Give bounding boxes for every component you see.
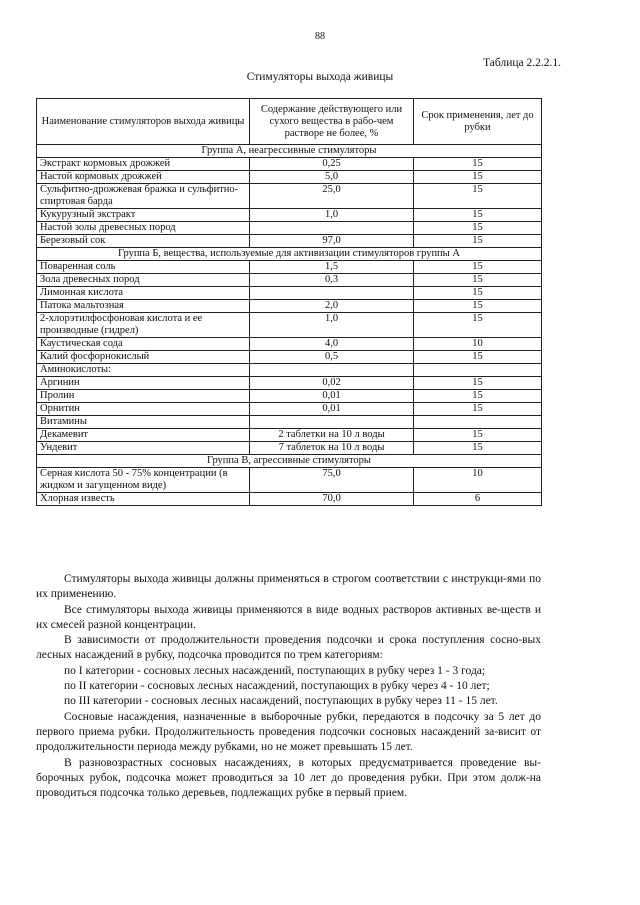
row-name: Пролин — [37, 390, 250, 403]
table-row — [37, 184, 542, 209]
row-name: Березовый сок — [37, 235, 250, 248]
row-name: Декамевит — [37, 429, 250, 442]
table-row — [37, 364, 542, 377]
table-row — [37, 235, 542, 248]
row-content: 4,0 — [250, 338, 414, 351]
row-name: Настой кормовых дрожжей — [37, 171, 250, 184]
table-row — [37, 390, 542, 403]
table-row — [37, 338, 542, 351]
row-term: 15 — [414, 184, 542, 209]
row-name: 2-хлорэтилфосфоновая кислота и ее производные (гидрел) — [37, 313, 250, 338]
row-name: Кукурузный экстракт — [37, 209, 250, 222]
row-name: Ундевит — [37, 442, 250, 455]
row-term: 15 — [414, 351, 542, 364]
row-name: Настой золы древесных пород — [37, 222, 250, 235]
table-header-row — [37, 99, 542, 145]
row-term: 15 — [414, 377, 542, 390]
row-name: Патока мальтозная — [37, 300, 250, 313]
group-title: Группа А, неагрессивные стимуляторы — [37, 145, 542, 158]
table-row — [37, 493, 542, 506]
row-name: Аминокислоты: — [37, 364, 250, 377]
table-row — [37, 171, 542, 184]
category-item: по I категории - сосновых лесных насаждений, поступающих в рубку через 1 - 3 года; — [64, 664, 486, 677]
table-row — [37, 300, 542, 313]
table-row — [37, 209, 542, 222]
row-content — [250, 416, 414, 429]
header-name: Наименование стимуляторов выхода живицы — [37, 99, 250, 145]
row-content: 0,3 — [250, 274, 414, 287]
row-term: 15 — [414, 403, 542, 416]
row-content: 0,01 — [250, 390, 414, 403]
row-term: 15 — [414, 300, 542, 313]
row-name: Аргинин — [37, 377, 250, 390]
row-term — [414, 364, 542, 377]
paragraph: Сосновые насаждения, назначенные в выборочные рубки, передаются в подсочку за 5 лет до первого приема рубки. Продолжительность проведения подсочки сосновых насаждений за-висит от продолжительности периода между рубками, но не может превышать 15 лет. — [36, 710, 541, 754]
body-text — [36, 572, 541, 801]
page-number: 88 — [315, 31, 325, 42]
row-name: Хлорная известь — [37, 493, 250, 506]
group-header-row — [37, 145, 542, 158]
table-row — [37, 429, 542, 442]
row-name: Серная кислота 50 - 75% концентрации (в жидком и загущенном виде) — [37, 468, 250, 493]
row-term: 15 — [414, 222, 542, 235]
header-content: Содержание действующего или сухого вещества в рабо-чем растворе не более, % — [250, 99, 414, 145]
table-row — [37, 377, 542, 390]
row-content: 1,0 — [250, 313, 414, 338]
row-term: 15 — [414, 274, 542, 287]
row-content: 0,5 — [250, 351, 414, 364]
row-term: 15 — [414, 209, 542, 222]
row-term — [414, 416, 542, 429]
table-row — [37, 442, 542, 455]
row-name: Поваренная соль — [37, 261, 250, 274]
header-term: Срок применения, лет до рубки — [414, 99, 542, 145]
row-content: 75,0 — [250, 468, 414, 493]
row-content: 25,0 — [250, 184, 414, 209]
row-term: 15 — [414, 390, 542, 403]
row-content — [250, 222, 414, 235]
group-header-row — [37, 248, 542, 261]
row-content: 2,0 — [250, 300, 414, 313]
paragraph: В зависимости от продолжительности проведения подсочки и срока поступления сосно-вых лесных насаждений в рубку, подсочка проводится по трем категориям: — [36, 634, 541, 662]
stimulators-table — [36, 98, 542, 506]
row-content — [250, 287, 414, 300]
row-term: 15 — [414, 261, 542, 274]
category-item: по III категории - сосновых лесных насаждений, поступающих в рубку через 11 - 15 лет. — [64, 695, 498, 708]
table-reference: Таблица 2.2.2.1. — [483, 57, 561, 69]
table-row — [37, 287, 542, 300]
row-content: 2 таблетки на 10 л воды — [250, 429, 414, 442]
table-row — [37, 351, 542, 364]
paragraph: В разновозрастных сосновых насаждениях, в которых предусматривается проведение вы-борочных рубок, подсочка может проводиться за 10 лет до проведения рубки. При этом долж-на проводиться подсочка только деревьев, подлежащих рубке в первый прием. — [36, 756, 541, 800]
table-row — [37, 222, 542, 235]
row-content — [250, 364, 414, 377]
table-row — [37, 158, 542, 171]
table-row — [37, 468, 542, 493]
row-content: 0,01 — [250, 403, 414, 416]
row-content: 0,02 — [250, 377, 414, 390]
row-name: Витамины — [37, 416, 250, 429]
group-title: Группа В, агрессивные стимуляторы — [37, 455, 542, 468]
row-term: 15 — [414, 429, 542, 442]
row-content: 70,0 — [250, 493, 414, 506]
group-header-row — [37, 455, 542, 468]
row-name: Сульфитно-дрожжевая бражка и сульфитно-спиртовая барда — [37, 184, 250, 209]
row-name: Зола древесных пород — [37, 274, 250, 287]
paragraph: Стимуляторы выхода живицы должны применяться в строгом соответствии с инструкци-ями по их применению. — [36, 573, 541, 601]
row-content: 97,0 — [250, 235, 414, 248]
row-term: 15 — [414, 171, 542, 184]
row-name: Экстракт кормовых дрожжей — [37, 158, 250, 171]
row-name: Каустическая сода — [37, 338, 250, 351]
table-row — [37, 416, 542, 429]
row-content: 5,0 — [250, 171, 414, 184]
table-row — [37, 403, 542, 416]
table-row — [37, 261, 542, 274]
table-title: Стимуляторы выхода живицы — [246, 71, 394, 83]
row-content: 1,5 — [250, 261, 414, 274]
row-term: 10 — [414, 338, 542, 351]
row-content: 0,25 — [250, 158, 414, 171]
table-row — [37, 313, 542, 338]
row-term: 10 — [414, 468, 542, 493]
category-item: по II категории - сосновых лесных насаждений, поступающих в рубку через 4 - 10 лет; — [64, 680, 490, 693]
row-content: 1,0 — [250, 209, 414, 222]
row-name: Орнитин — [37, 403, 250, 416]
row-term: 15 — [414, 287, 542, 300]
row-term: 15 — [414, 235, 542, 248]
row-term: 15 — [414, 158, 542, 171]
group-title: Группа Б, вещества, используемые для активизации стимуляторов группы А — [37, 248, 542, 261]
paragraph: Все стимуляторы выхода живицы применяются в виде водных растворов активных ве-ществ и их смесей разной концентрации. — [36, 603, 541, 631]
row-term: 15 — [414, 442, 542, 455]
row-term: 15 — [414, 313, 542, 338]
table-row — [37, 274, 542, 287]
row-name: Лимонная кислота — [37, 287, 250, 300]
row-term: 6 — [414, 493, 542, 506]
row-content: 7 таблеток на 10 л воды — [250, 442, 414, 455]
table-body — [37, 145, 542, 506]
row-name: Калий фосфорнокислый — [37, 351, 250, 364]
